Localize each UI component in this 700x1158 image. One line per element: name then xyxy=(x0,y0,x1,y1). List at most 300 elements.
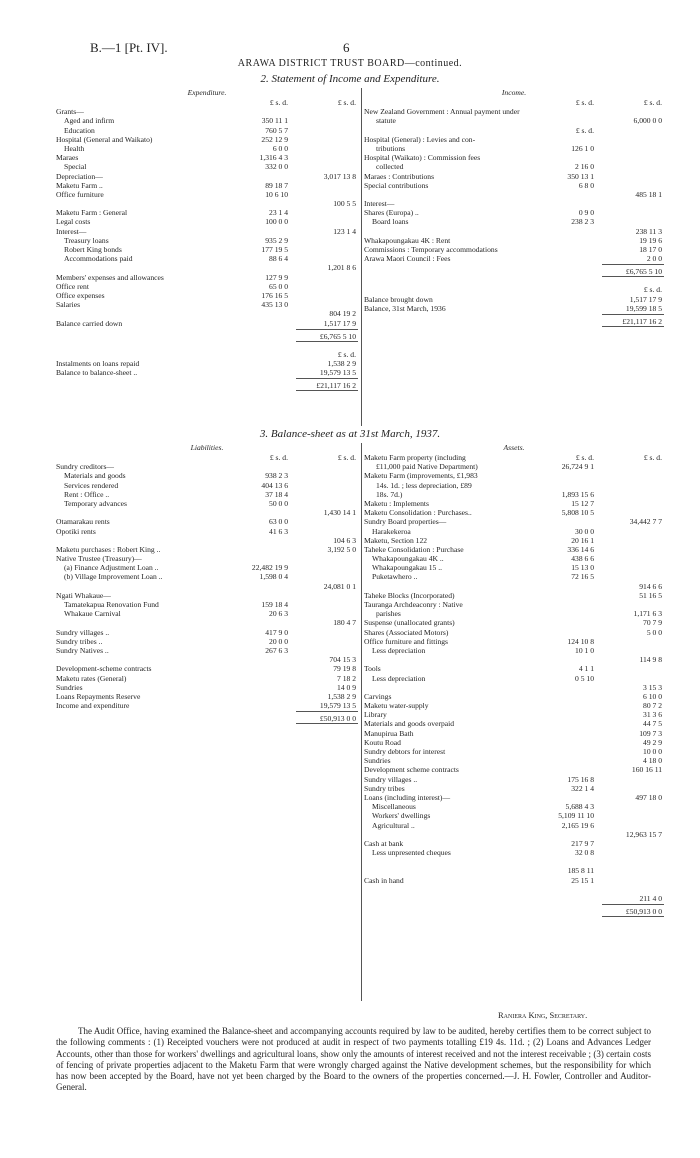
total-rule-top xyxy=(602,904,664,905)
row-label: Balance to balance-sheet .. xyxy=(56,368,138,378)
table-row xyxy=(364,453,664,462)
column-header: Expenditure. xyxy=(187,88,227,97)
table-row xyxy=(56,190,358,199)
row-amount-b: 3,017 13 8 xyxy=(323,171,356,181)
row-label: Salaries xyxy=(56,300,81,310)
row-amount-a: 63 0 0 xyxy=(269,517,288,527)
row-label: Balance carried down xyxy=(56,318,123,328)
row-amount-a: 217 9 7 xyxy=(571,838,594,848)
row-label: Robert King bonds xyxy=(64,245,122,254)
row-amount-a: 88 6 4 xyxy=(269,254,288,264)
table-row xyxy=(56,172,358,181)
table-row xyxy=(56,199,358,208)
table-row xyxy=(56,273,358,282)
row-amount-a: 404 13 6 xyxy=(261,480,288,490)
row-amount-a: £ s. d. xyxy=(575,453,594,462)
table-row xyxy=(364,848,664,857)
row-amount-b: 44 7 5 xyxy=(643,719,662,729)
row-amount-a: 1,598 0 4 xyxy=(259,572,288,582)
section3-title: 3. Balance-sheet as at 31st March, 1937. xyxy=(259,428,441,440)
row-amount-a: 322 1 4 xyxy=(571,783,594,793)
total-row xyxy=(364,903,664,917)
row-amount-b: 1,517 17 9 xyxy=(323,318,356,328)
row-label: Tools xyxy=(364,664,381,674)
table-row xyxy=(56,319,358,328)
row-label: Office furniture and fittings xyxy=(364,636,448,646)
table-row xyxy=(56,527,358,536)
row-amount-b: 6,000 0 0 xyxy=(633,116,662,126)
table-row xyxy=(56,236,358,245)
row-label: Maketu Farm (improvements, £1,983 xyxy=(364,471,478,481)
row-label: Commissions : Temporary accommodations xyxy=(364,245,498,254)
table-row xyxy=(364,618,664,627)
row-amount-a: 6 0 0 xyxy=(272,143,288,153)
table-row xyxy=(56,517,358,526)
row-amount-b: 19,579 13 5 xyxy=(319,368,356,378)
table-row xyxy=(364,490,664,499)
total-value: £21,117 16 2 xyxy=(316,381,356,391)
table-row xyxy=(56,107,358,116)
row-label: Hospital (General and Waikato) xyxy=(56,134,153,144)
table-row xyxy=(364,254,664,263)
row-label: parishes xyxy=(376,609,401,619)
row-amount-b: 12,963 15 7 xyxy=(625,829,662,839)
total-row xyxy=(56,328,358,342)
row-label: Depreciation— xyxy=(56,171,103,181)
row-amount-a: 5,808 10 5 xyxy=(561,508,594,518)
row-label: Sundry Natives .. xyxy=(56,645,109,655)
row-label: Development-scheme contracts xyxy=(56,664,152,674)
document-reference: B.—1 [Pt. IV]. xyxy=(90,40,168,55)
table-row xyxy=(364,181,664,190)
table-row xyxy=(56,116,358,125)
row-amount-a: 30 0 0 xyxy=(575,526,594,536)
table-row xyxy=(364,637,664,646)
row-label: Sundry Board properties— xyxy=(364,517,447,527)
row-amount-b: 5 0 0 xyxy=(646,627,662,637)
total-rule-bottom xyxy=(296,390,358,391)
table-row xyxy=(56,646,358,655)
row-amount-b: 497 18 0 xyxy=(635,792,662,802)
row-label: Sundry villages .. xyxy=(364,774,418,784)
section3-divider xyxy=(361,443,362,1001)
row-amount-b: 18 17 0 xyxy=(639,245,662,254)
table-row xyxy=(56,135,358,144)
table-row xyxy=(364,628,664,637)
table-row xyxy=(364,107,664,116)
row-amount-a: 37 18 4 xyxy=(265,489,288,499)
table-row xyxy=(364,499,664,508)
row-label: Shares (Europa) .. xyxy=(364,208,419,218)
row-amount-b: 114 9 8 xyxy=(639,655,662,665)
row-amount-a: 22,482 19 9 xyxy=(251,563,288,573)
row-label: Special contributions xyxy=(364,180,429,190)
row-label: Legal costs xyxy=(56,217,91,227)
row-amount-a: 332 0 0 xyxy=(265,162,288,172)
section2-divider xyxy=(361,88,362,426)
row-amount-b: 70 7 9 xyxy=(643,618,662,628)
row-amount-b: 1,538 2 9 xyxy=(327,358,356,368)
column-header: Liabilities. xyxy=(190,443,224,452)
row-label: Koutu Road xyxy=(364,737,401,747)
row-amount-a: 0 9 0 xyxy=(578,208,594,218)
table-row xyxy=(56,162,358,171)
row-amount-a: 0 5 10 xyxy=(575,673,594,683)
table-row xyxy=(364,683,664,692)
row-amount-a: 177 19 5 xyxy=(261,245,288,254)
row-amount-a: 4 1 1 xyxy=(578,664,594,674)
row-label: Members' expenses and allowances xyxy=(56,272,164,282)
row-label: Sundries xyxy=(56,682,83,692)
table-row xyxy=(56,217,358,226)
table-row xyxy=(364,582,664,591)
row-amount-b: 3 15 3 xyxy=(643,682,662,692)
currency-label-after: £ s. d. xyxy=(643,285,662,295)
row-label: tributions xyxy=(376,143,406,153)
table-row xyxy=(56,664,358,673)
row-label: collected xyxy=(376,162,404,172)
row-amount-b: 34,442 7 7 xyxy=(629,517,662,527)
row-amount-b: 4 18 0 xyxy=(643,756,662,766)
row-amount-b: 704 15 3 xyxy=(329,655,356,665)
row-amount-b: 914 6 6 xyxy=(639,581,662,591)
table-row xyxy=(364,609,664,618)
row-label: Library xyxy=(364,710,387,720)
table-row xyxy=(364,729,664,738)
row-label: Materials and goods xyxy=(64,471,126,481)
table-row xyxy=(364,236,664,245)
row-label: Balance brought down xyxy=(364,294,433,304)
table-row xyxy=(364,885,664,894)
liabilities-column xyxy=(56,443,358,724)
column-header: Income. xyxy=(501,88,527,97)
row-amount-a: 185 8 11 xyxy=(567,866,594,876)
row-label: Services rendered xyxy=(64,480,119,490)
currency-header-after xyxy=(364,285,664,294)
table-row xyxy=(364,481,664,490)
table-row xyxy=(364,153,664,162)
row-amount-a: 65 0 0 xyxy=(269,281,288,291)
row-label: Ngati Whakaue— xyxy=(56,590,111,600)
row-amount-a: £ s. d. xyxy=(575,125,594,135)
row-label: Maketu purchases : Robert King .. xyxy=(56,544,161,554)
table-row xyxy=(56,572,358,581)
total-rule-top xyxy=(296,711,358,712)
row-amount-b: 804 19 2 xyxy=(329,309,356,319)
table-row xyxy=(364,747,664,756)
row-label: Office rent xyxy=(56,281,89,291)
row-amount-b: 100 5 5 xyxy=(333,199,356,209)
row-label: Interest— xyxy=(364,199,395,209)
total-value: £6,765 5 10 xyxy=(625,267,662,277)
spacer xyxy=(56,342,358,350)
table-row xyxy=(56,582,358,591)
table-row xyxy=(364,591,664,600)
row-label: Taheke Blocks (Incorporated) xyxy=(364,590,455,600)
row-label: 18s. 7d.) xyxy=(376,489,403,499)
currency-header xyxy=(56,453,358,462)
row-label: Office furniture xyxy=(56,189,104,199)
table-row xyxy=(364,719,664,728)
table-row xyxy=(364,471,664,480)
table-row xyxy=(364,563,664,572)
table-row xyxy=(56,554,358,563)
secretary-signature: Raniera King, Secretary. xyxy=(498,1010,588,1020)
table-row xyxy=(364,462,664,471)
table-row xyxy=(364,646,664,655)
row-amount-b: 19,579 13 5 xyxy=(319,701,356,711)
row-label: Native Trustee (Treasury)— xyxy=(56,554,142,564)
row-label: Instalments on loans repaid xyxy=(56,358,140,368)
table-row xyxy=(364,508,664,517)
row-label: Less unpresented cheques xyxy=(372,848,451,858)
table-row xyxy=(56,536,358,545)
page-number: 6 xyxy=(343,40,350,55)
row-amount-a: 50 0 0 xyxy=(269,498,288,508)
row-label: Workers' dwellings xyxy=(372,811,431,821)
row-amount-b: 1,517 17 9 xyxy=(629,294,662,304)
row-amount-a: 252 12 9 xyxy=(261,134,288,144)
row-label: Office expenses xyxy=(56,290,105,300)
row-label: Maketu Farm .. xyxy=(56,180,103,190)
table-row xyxy=(56,254,358,263)
table-row xyxy=(56,153,358,162)
table-row xyxy=(364,245,664,254)
table-row xyxy=(364,701,664,710)
row-amount-a: 127 9 9 xyxy=(265,272,288,282)
table-row xyxy=(56,462,358,471)
row-label: Tamatekapua Renovation Fund xyxy=(64,600,159,609)
row-label: Sundry tribes .. xyxy=(56,636,103,646)
row-amount-b: 160 16 11 xyxy=(631,765,662,775)
table-row xyxy=(364,710,664,719)
table-row xyxy=(364,517,664,526)
currency-label-b: £ s. d. xyxy=(337,98,356,107)
row-label: Maraes : Contributions xyxy=(364,171,435,181)
row-amount-a: 23 1 4 xyxy=(269,208,288,218)
table-row xyxy=(56,291,358,300)
column-header: Assets. xyxy=(503,443,525,452)
row-label: Maketu : Implements xyxy=(364,498,429,508)
currency-header xyxy=(364,98,664,107)
table-row xyxy=(56,618,358,627)
table-row xyxy=(56,263,358,272)
row-amount-a: 935 2 9 xyxy=(265,235,288,245)
row-label: Miscellaneous xyxy=(372,802,416,812)
table-row xyxy=(364,545,664,554)
table-row xyxy=(364,866,664,875)
table-row xyxy=(364,655,664,664)
row-amount-a: 20 16 1 xyxy=(571,535,594,545)
row-label: Temporary advances xyxy=(64,498,127,508)
row-label: Maketu Farm : General xyxy=(56,208,128,218)
table-row xyxy=(56,282,358,291)
table-row xyxy=(56,628,358,637)
table-row xyxy=(56,368,358,377)
table-row xyxy=(364,172,664,181)
row-amount-b: 1,201 8 6 xyxy=(327,263,356,273)
row-amount-a: 26,724 9 1 xyxy=(561,462,594,472)
row-amount-b: 211 4 0 xyxy=(639,894,662,903)
currency-label-after: £ s. d. xyxy=(337,349,356,359)
row-label: Maketu Consolidation : Purchases.. xyxy=(364,508,472,518)
row-amount-b: 1,171 6 3 xyxy=(633,609,662,619)
row-amount-a: 760 5 7 xyxy=(265,125,288,135)
total-rule-bottom xyxy=(602,916,664,917)
table-row xyxy=(364,784,664,793)
table-row xyxy=(364,821,664,830)
row-label: Loans Repayments Reserve xyxy=(56,691,141,701)
table-row xyxy=(56,637,358,646)
total-rule-top xyxy=(602,314,664,315)
row-label: Manupirua Bath xyxy=(364,728,414,738)
table-row xyxy=(56,481,358,490)
row-label: Arawa Maori Council : Fees xyxy=(364,254,451,264)
row-label: Carvings xyxy=(364,691,392,701)
income-column xyxy=(364,88,664,327)
row-label: Education xyxy=(64,125,95,135)
row-label: Sundry villages .. xyxy=(56,627,110,637)
row-amount-b: 31 3 6 xyxy=(643,710,662,720)
table-row xyxy=(56,683,358,692)
table-row xyxy=(364,674,664,683)
currency-label-a: £ s. d. xyxy=(269,453,288,462)
table-row xyxy=(56,227,358,236)
row-amount-b: £ s. d. xyxy=(643,453,662,462)
row-label: Maketu, Section 122 xyxy=(364,535,428,545)
section2-title: 2. Statement of Income and Expenditure. xyxy=(260,73,440,85)
row-amount-a: 1,893 15 6 xyxy=(561,489,594,499)
row-amount-b: 14 0 9 xyxy=(337,682,356,692)
table-row xyxy=(56,471,358,480)
table-row xyxy=(56,499,358,508)
row-label: Accommodations paid xyxy=(64,254,133,264)
row-label: Tauranga Archdeaconry : Native xyxy=(364,600,463,609)
table-row xyxy=(364,830,664,839)
currency-label-b: £ s. d. xyxy=(643,98,662,107)
row-label: Opotiki rents xyxy=(56,526,96,536)
row-label: Whakaue Carnival xyxy=(64,609,121,619)
row-amount-a: 41 6 3 xyxy=(269,526,288,536)
row-amount-b: 1,538 2 9 xyxy=(327,691,356,701)
row-amount-b: 79 19 8 xyxy=(333,664,356,674)
row-label: Harakekeroa xyxy=(372,526,411,536)
table-row xyxy=(364,208,664,217)
table-row xyxy=(364,116,664,125)
table-row xyxy=(364,775,664,784)
row-label: Shares (Associated Motors) xyxy=(364,627,449,637)
row-amount-b: 109 7 3 xyxy=(639,728,662,738)
spacer xyxy=(364,277,664,285)
row-amount-a: 350 11 1 xyxy=(261,116,288,126)
row-label: Sundry creditors— xyxy=(56,462,114,472)
total-value: £6,765 5 10 xyxy=(319,331,356,341)
row-amount-a: 267 6 3 xyxy=(265,645,288,655)
row-label: Hospital (General) : Levies and con- xyxy=(364,134,476,144)
table-row xyxy=(56,655,358,664)
table-row xyxy=(364,190,664,199)
table-row xyxy=(364,857,664,866)
table-row xyxy=(56,600,358,609)
row-amount-a: 938 2 3 xyxy=(265,471,288,481)
table-row xyxy=(56,245,358,254)
row-label: Taheke Consolidation : Purchase xyxy=(364,544,464,554)
row-amount-a: 5,688 4 3 xyxy=(565,802,594,812)
table-row xyxy=(56,490,358,499)
row-label: Income and expenditure xyxy=(56,701,130,711)
total-value: £50,913 0 0 xyxy=(319,714,356,724)
table-row xyxy=(364,144,664,153)
row-amount-a: 25 15 1 xyxy=(571,875,594,885)
row-amount-a: 10 6 10 xyxy=(265,189,288,199)
row-label: (b) Village Improvement Loan .. xyxy=(64,572,163,582)
row-amount-b: 485 18 1 xyxy=(635,189,662,199)
row-label: Whakapoungakau 4K : Rent xyxy=(364,235,451,245)
row-label: Aged and infirm xyxy=(64,116,115,126)
row-label: Less depreciation xyxy=(372,645,426,655)
table-row xyxy=(56,181,358,190)
row-amount-a: 100 0 0 xyxy=(265,217,288,227)
row-amount-b: 49 2 9 xyxy=(643,737,662,747)
table-row xyxy=(364,765,664,774)
table-row xyxy=(364,227,664,236)
row-label: Whakapoungakau 15 .. xyxy=(372,563,443,573)
table-row xyxy=(364,839,664,848)
total-value: £21,117 16 2 xyxy=(622,316,662,326)
currency-label-b: £ s. d. xyxy=(337,453,356,462)
row-label: Agricultural .. xyxy=(372,820,415,830)
row-amount-a: 175 16 8 xyxy=(567,774,594,784)
row-amount-a: 417 9 0 xyxy=(265,627,288,637)
currency-label-a: £ s. d. xyxy=(575,98,594,107)
row-label: Maraes xyxy=(56,153,79,163)
table-row xyxy=(56,545,358,554)
row-label: statute xyxy=(376,116,396,126)
row-amount-b: 6 10 0 xyxy=(643,691,662,701)
row-label: (a) Finance Adjustment Loan .. xyxy=(64,563,159,573)
row-label: Less depreciation xyxy=(372,673,426,683)
total-rule-top xyxy=(296,329,358,330)
row-amount-b: 238 11 3 xyxy=(635,226,662,236)
row-amount-a: 20 0 0 xyxy=(269,636,288,646)
row-label: Treasury loans xyxy=(64,235,109,245)
table-row xyxy=(56,508,358,517)
table-row xyxy=(364,793,664,802)
row-amount-a: 10 1 0 xyxy=(575,645,594,655)
row-amount-b: 1,430 14 1 xyxy=(323,508,356,518)
table-row xyxy=(56,208,358,217)
total-row xyxy=(364,263,664,277)
table-row xyxy=(364,811,664,820)
total-rule-bottom xyxy=(296,723,358,724)
total-row xyxy=(364,313,664,327)
row-label: Loans (including interest)— xyxy=(364,792,451,802)
row-amount-a: 6 8 0 xyxy=(578,180,594,190)
table-row xyxy=(364,135,664,144)
row-amount-a: 2 16 0 xyxy=(575,162,594,172)
board-title: ARAWA DISTRICT TRUST BOARD—continued. xyxy=(237,58,463,69)
row-label: Sundry tribes xyxy=(364,783,405,793)
row-amount-a: 238 2 3 xyxy=(571,217,594,227)
row-label: Special xyxy=(64,162,87,172)
row-label: Cash at bank xyxy=(364,838,404,848)
row-amount-a: 20 6 3 xyxy=(269,609,288,619)
table-row xyxy=(364,126,664,135)
row-label: Suspense (unallocated grants) xyxy=(364,618,455,628)
row-amount-b: 123 1 4 xyxy=(333,226,356,236)
row-amount-a: 5,109 11 10 xyxy=(558,811,594,821)
table-row xyxy=(364,756,664,765)
